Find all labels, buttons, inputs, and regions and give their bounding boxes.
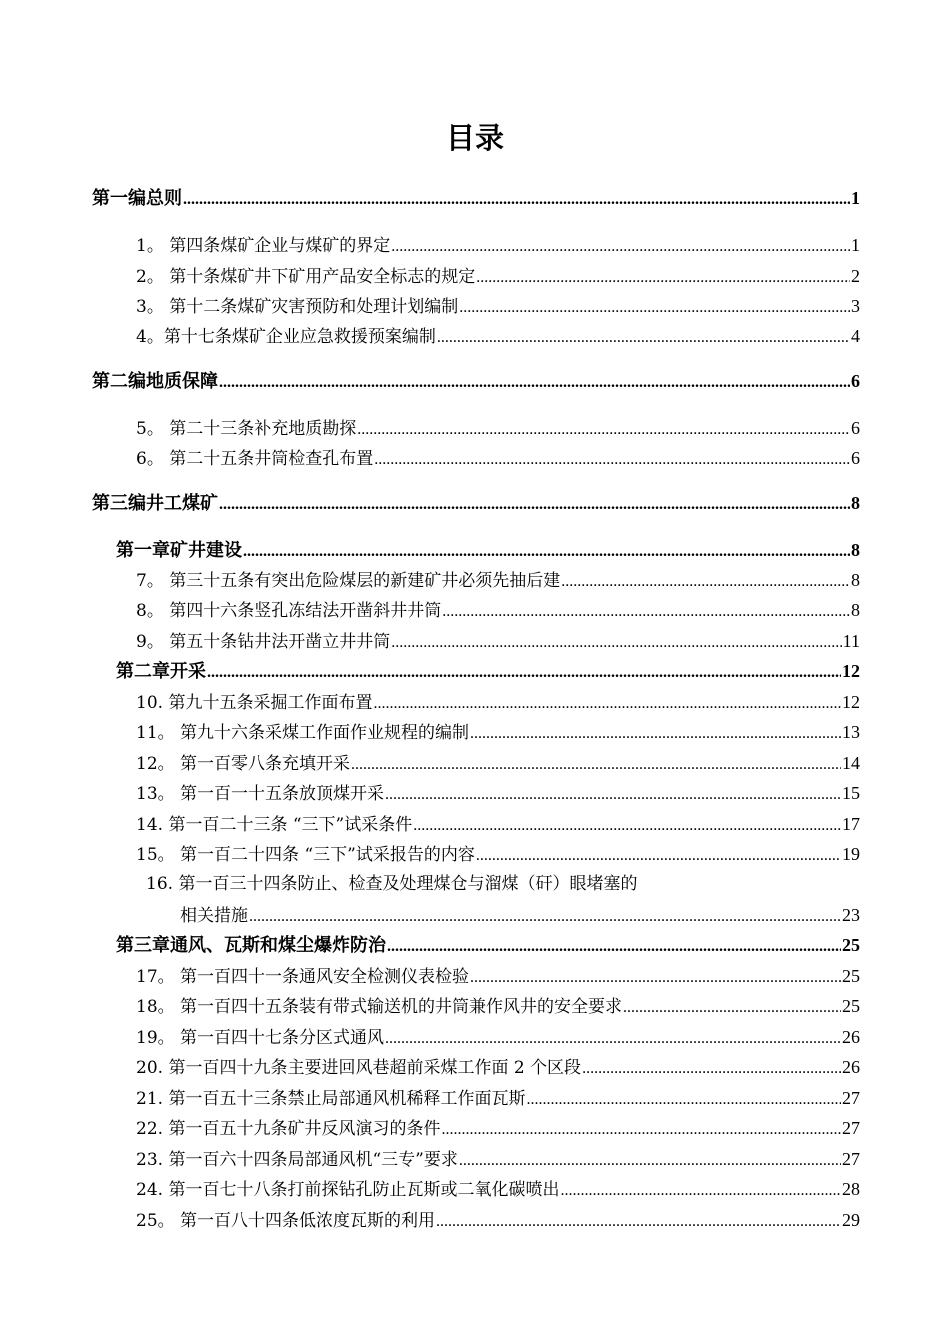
toc-leader-dots xyxy=(391,233,850,261)
toc-leader-dots xyxy=(385,1025,841,1053)
toc-entry-label: 15。 第一百二十四条 “三下”试采报告的内容 xyxy=(136,845,475,865)
toc-entry-label: 24. 第一百七十八条打前探钻孔防止瓦斯或二氧化碳喷出 xyxy=(136,1180,560,1200)
toc-entry-label: 1。 第四条煤矿企业与煤矿的界定 xyxy=(136,236,391,256)
toc-entry-article[interactable] xyxy=(136,627,860,655)
toc-entry-label: 17。 第一百四十一条通风安全检测仪表检验 xyxy=(136,967,470,987)
toc-entry-label: 7。 第三十五条有突出危险煤层的新建矿井必须先抽后建 xyxy=(136,571,561,591)
toc-leader-dots xyxy=(413,812,841,840)
toc-entry-label: 8。 第四十六条竖孔冻结法开凿斜井井筒 xyxy=(136,601,442,621)
toc-page-number: 12 xyxy=(842,692,860,712)
toc-entry-label: 11。 第九十六条采煤工作面作业规程的编制 xyxy=(136,723,470,743)
toc-entry-article-continuation[interactable] xyxy=(180,901,860,929)
toc-leader-dots xyxy=(441,1116,841,1144)
toc-page-number: 8 xyxy=(851,600,860,620)
toc-entry-label: 第一章矿井建设 xyxy=(116,540,242,561)
toc-leader-dots xyxy=(582,1055,841,1083)
toc-entry-label: 6。 第二十五条井筒检查孔布置 xyxy=(136,449,374,469)
toc-leader-dots xyxy=(623,994,841,1022)
toc-leader-dots xyxy=(373,690,841,718)
toc-entry-label: 9。 第五十条钻井法开凿立井井筒 xyxy=(136,632,391,652)
toc-entry-label: 23. 第一百六十四条局部通风机“三专”要求 xyxy=(136,1150,458,1170)
toc-entry-label: 25。 第一百八十四条低浓度瓦斯的利用 xyxy=(136,1211,436,1231)
toc-entry-article[interactable] xyxy=(136,779,860,807)
toc-leader-dots xyxy=(459,1147,841,1175)
toc-entry-article[interactable] xyxy=(136,1023,860,1051)
toc-entry-article-wrapped[interactable]: 16. 第一百三十四条防止、检查及处理煤仓与溜煤（矸）眼堵塞的 xyxy=(146,874,638,894)
toc-entry-chapter[interactable] xyxy=(116,536,860,564)
toc-entry-label: 5。 第二十三条补充地质勘探 xyxy=(136,419,357,439)
toc-page-number: 12 xyxy=(842,661,860,681)
toc-page-number: 11 xyxy=(842,631,860,651)
toc-leader-dots xyxy=(219,491,850,519)
toc-leader-dots xyxy=(560,1177,841,1205)
toc-entry-article[interactable] xyxy=(136,262,860,290)
toc-page-number: 6 xyxy=(851,418,860,438)
toc-entry-label: 21. 第一百五十三条禁止局部通风机稀释工作面瓦斯 xyxy=(136,1089,526,1109)
toc-entry-label: 12。 第一百零八条充填开采 xyxy=(136,754,351,774)
toc-entry-chapter[interactable] xyxy=(116,657,860,685)
toc-entry-article[interactable] xyxy=(136,231,860,259)
toc-entry-article[interactable] xyxy=(136,1206,860,1234)
toc-leader-dots xyxy=(357,416,850,444)
toc-entry-label: 第二编地质保障 xyxy=(92,371,218,392)
toc-entry-article[interactable] xyxy=(136,444,860,472)
toc-page-number: 3 xyxy=(851,296,860,316)
toc-page-number: 2 xyxy=(851,266,860,286)
toc-entry-label: 4。第十七条煤矿企业应急救援预案编制 xyxy=(136,327,436,347)
toc-entry-part[interactable] xyxy=(92,184,860,212)
toc-entry-label: 相关措施 xyxy=(180,906,248,926)
toc-leader-dots xyxy=(470,964,841,992)
toc-entry-article[interactable] xyxy=(136,566,860,594)
toc-entry-label: 2。 第十条煤矿井下矿用产品安全标志的规定 xyxy=(136,267,476,287)
toc-page-number: 19 xyxy=(842,844,860,864)
toc-entry-article[interactable] xyxy=(136,749,860,777)
toc-page-number: 27 xyxy=(842,1149,860,1169)
toc-entry-article[interactable] xyxy=(136,1053,860,1081)
toc-leader-dots xyxy=(387,933,841,961)
toc-entry-part[interactable] xyxy=(92,367,860,395)
toc-page-number: 13 xyxy=(842,722,860,742)
toc-leader-dots xyxy=(561,568,850,596)
toc-leader-dots xyxy=(219,369,850,397)
toc-page-number: 29 xyxy=(842,1210,860,1230)
toc-entry-label: 3。 第十二条煤矿灾害预防和处理计划编制 xyxy=(136,297,459,317)
toc-entry-article[interactable] xyxy=(136,840,860,868)
toc-leader-dots xyxy=(207,659,841,687)
toc-entry-article[interactable] xyxy=(136,414,860,442)
toc-entry-label: 第二章开采 xyxy=(116,661,206,682)
toc-page-number: 14 xyxy=(842,753,860,773)
toc-page-number: 6 xyxy=(851,448,860,468)
toc-entry-label: 22. 第一百五十九条矿井反风演习的条件 xyxy=(136,1119,441,1139)
toc-page-number: 4 xyxy=(851,326,860,346)
toc-entry-article[interactable] xyxy=(136,292,860,320)
toc-leader-dots xyxy=(183,186,850,214)
toc-leader-dots xyxy=(249,903,841,931)
toc-leader-dots xyxy=(459,294,850,322)
toc-leader-dots xyxy=(470,720,841,748)
toc-page-number: 27 xyxy=(842,1088,860,1108)
toc-page-number: 8 xyxy=(851,570,860,590)
toc-entry-label: 第一编总则 xyxy=(92,188,182,209)
toc-entry-article[interactable] xyxy=(136,1145,860,1173)
toc-page-number: 6 xyxy=(851,371,860,391)
toc-entry-label: 18。 第一百四十五条装有带式输送机的井筒兼作风井的安全要求 xyxy=(136,997,623,1017)
toc-page-number: 26 xyxy=(842,1057,860,1077)
toc-entry-label: 10. 第九十五条采掘工作面布置 xyxy=(136,693,373,713)
toc-leader-dots xyxy=(442,598,850,626)
toc-entry-article[interactable] xyxy=(136,596,860,624)
toc-page-number: 15 xyxy=(842,783,860,803)
toc-entry-article[interactable] xyxy=(136,322,860,350)
toc-entry-label: 19。 第一百四十七条分区式通风 xyxy=(136,1028,385,1048)
toc-entry-article[interactable] xyxy=(136,1084,860,1112)
toc-entry-article[interactable] xyxy=(136,1114,860,1142)
toc-page-number: 25 xyxy=(842,935,860,955)
toc-entry-article[interactable] xyxy=(136,810,860,838)
toc-entry-part[interactable] xyxy=(92,489,860,517)
toc-entry-label: 20. 第一百四十九条主要进回风巷超前采煤工作面 2 个区段 xyxy=(136,1058,582,1078)
toc-leader-dots xyxy=(436,1208,841,1236)
toc-leader-dots xyxy=(351,751,841,779)
toc-page-number: 23 xyxy=(842,905,860,925)
toc-entry-label: 14. 第一百二十三条 “三下”试采条件 xyxy=(136,815,413,835)
toc-entry-chapter[interactable] xyxy=(116,931,860,959)
toc-entry-label: 第三编井工煤矿 xyxy=(92,493,218,514)
toc-page-number: 28 xyxy=(842,1179,860,1199)
toc-leader-dots xyxy=(243,538,850,566)
toc-entry-article[interactable] xyxy=(136,962,860,990)
toc-page-number: 27 xyxy=(842,1118,860,1138)
toc-entry-article[interactable] xyxy=(136,992,860,1020)
toc-entry-label: 13。 第一百一十五条放顶煤开采 xyxy=(136,784,385,804)
toc-page-number: 8 xyxy=(851,540,860,560)
toc-page-number: 25 xyxy=(842,966,860,986)
toc-entry-article[interactable] xyxy=(136,718,860,746)
toc-entry-label: 第三章通风、瓦斯和煤尘爆炸防治 xyxy=(116,935,386,956)
toc-leader-dots xyxy=(391,629,841,657)
toc-leader-dots xyxy=(476,842,841,870)
toc-page-number: 25 xyxy=(842,996,860,1016)
toc-page-number: 26 xyxy=(842,1027,860,1047)
toc-page-number: 1 xyxy=(851,188,860,208)
toc-entry-article[interactable] xyxy=(136,688,860,716)
toc-page-number: 17 xyxy=(842,814,860,834)
toc-entry-article[interactable] xyxy=(136,1175,860,1203)
toc-page-number: 1 xyxy=(851,235,860,255)
toc-leader-dots xyxy=(374,446,850,474)
toc-title: 目录 xyxy=(445,121,504,155)
toc-leader-dots xyxy=(437,324,850,352)
toc-page-number: 8 xyxy=(851,493,860,513)
toc-leader-dots xyxy=(526,1086,841,1114)
toc-leader-dots xyxy=(476,264,850,292)
toc-leader-dots xyxy=(385,781,841,809)
